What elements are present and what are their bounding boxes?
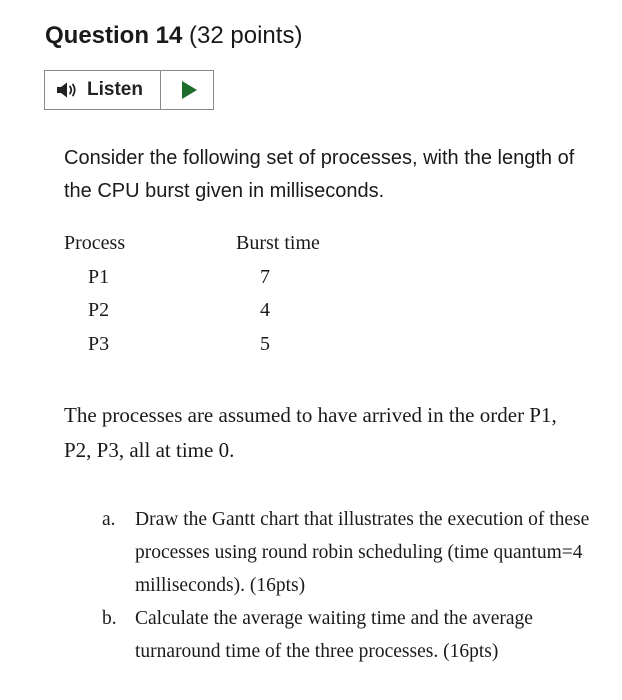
question-title: [45, 22, 302, 50]
intro-text: Consider the following set of processes, with the length of the CPU burst given in milliseconds.: [64, 147, 575, 202]
sub-question-b: [100, 602, 590, 668]
header-process: Process: [64, 232, 126, 254]
question-number: Question 14: [45, 22, 183, 49]
sub-question-text: Calculate the average waiting time and the average turnaround time of the three processes. (16pts): [135, 608, 533, 662]
process-name: P1: [88, 265, 110, 288]
listen-label: Listen: [87, 79, 143, 100]
play-icon: [182, 81, 197, 99]
sub-question-a: [100, 503, 590, 602]
burst-time-value: 7: [260, 265, 270, 288]
process-name: P2: [88, 299, 110, 321]
burst-time-value: 4: [260, 299, 270, 321]
listen-widget: [44, 70, 214, 110]
sub-question-list: [100, 503, 590, 668]
sub-question-text: Draw the Gantt chart that illustrates the execution of these processes using round robin scheduling (time quantum=4 milliseconds). (16pts): [135, 509, 590, 596]
sub-question-marker: b.: [102, 608, 117, 629]
arrival-text: The processes are assumed to have arrived in the order P1, P2, P3, all at time 0.: [64, 403, 557, 462]
burst-time-value: 5: [260, 332, 270, 355]
sub-question-marker: a.: [102, 509, 116, 530]
listen-button[interactable]: [45, 71, 161, 109]
question-points: (32 points): [189, 22, 303, 49]
play-button[interactable]: [161, 71, 213, 109]
process-name: P3: [88, 332, 110, 355]
header-burst-time: Burst time: [236, 232, 320, 254]
speaker-icon: [55, 81, 79, 99]
